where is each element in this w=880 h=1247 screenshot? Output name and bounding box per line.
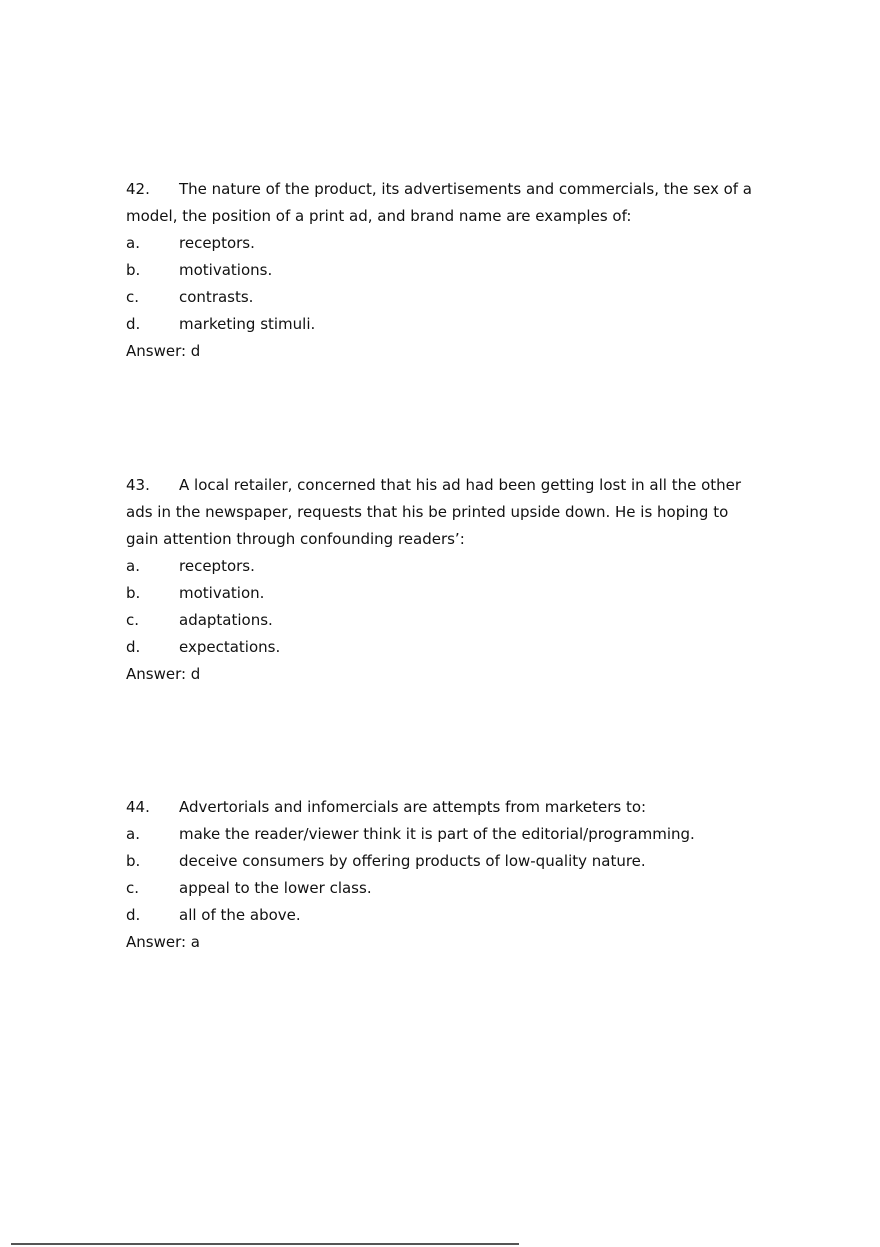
option-letter: a. <box>126 234 140 252</box>
option-a <box>126 821 766 848</box>
question-stem-continuation: gain attention through confounding readers’: <box>126 530 465 548</box>
option-text: make the reader/viewer think it is part of the editorial/programming. <box>179 825 695 843</box>
question-42 <box>126 176 766 365</box>
option-text: contrasts. <box>179 288 254 306</box>
question-stem: A local retailer, concerned that his ad had been getting lost in all the other <box>179 476 742 494</box>
question-stem-continuation: ads in the newspaper, requests that his be printed upside down. He is hoping to <box>126 503 729 521</box>
option-text: receptors. <box>179 234 255 252</box>
option-letter: c. <box>126 611 140 629</box>
option-text: deceive consumers by offering products of low-quality nature. <box>179 852 646 870</box>
option-letter: d. <box>126 315 141 333</box>
question-number: 44. <box>126 798 150 816</box>
option-letter: c. <box>126 879 140 897</box>
question-stem: The nature of the product, its advertisements and commercials, the sex of a <box>179 180 753 198</box>
option-letter: b. <box>126 584 141 602</box>
option-text: motivation. <box>179 584 265 602</box>
option-c <box>126 875 766 902</box>
question-stem-line <box>126 472 766 499</box>
option-b <box>126 848 766 875</box>
option-letter: d. <box>126 906 141 924</box>
option-text: marketing stimuli. <box>179 315 316 333</box>
answer: Answer: d <box>126 342 201 360</box>
option-b <box>126 580 766 607</box>
question-stem-line <box>126 176 766 203</box>
option-letter: c. <box>126 288 140 306</box>
question-number: 42. <box>126 180 150 198</box>
option-letter: a. <box>126 557 140 575</box>
option-letter: a. <box>126 825 140 843</box>
option-letter: d. <box>126 638 141 656</box>
option-d <box>126 634 766 661</box>
option-a <box>126 553 766 580</box>
option-letter: b. <box>126 261 141 279</box>
option-d <box>126 311 766 338</box>
option-text: adaptations. <box>179 611 273 629</box>
option-letter: b. <box>126 852 141 870</box>
option-text: appeal to the lower class. <box>179 879 372 897</box>
option-a <box>126 230 766 257</box>
question-stem-continuation: model, the position of a print ad, and brand name are examples of: <box>126 207 632 225</box>
option-text: receptors. <box>179 557 255 575</box>
question-number: 43. <box>126 476 150 494</box>
question-43 <box>126 472 766 688</box>
answer: Answer: d <box>126 665 201 683</box>
question-stem-line <box>126 794 766 821</box>
option-b <box>126 257 766 284</box>
option-c <box>126 284 766 311</box>
question-44 <box>126 794 766 956</box>
answer: Answer: a <box>126 933 200 951</box>
option-c <box>126 607 766 634</box>
option-d <box>126 902 766 929</box>
option-text: motivations. <box>179 261 273 279</box>
option-text: all of the above. <box>179 906 301 924</box>
option-text: expectations. <box>179 638 281 656</box>
page-footer-rule <box>11 1243 519 1245</box>
question-stem: Advertorials and infomercials are attempts from marketers to: <box>179 798 647 816</box>
